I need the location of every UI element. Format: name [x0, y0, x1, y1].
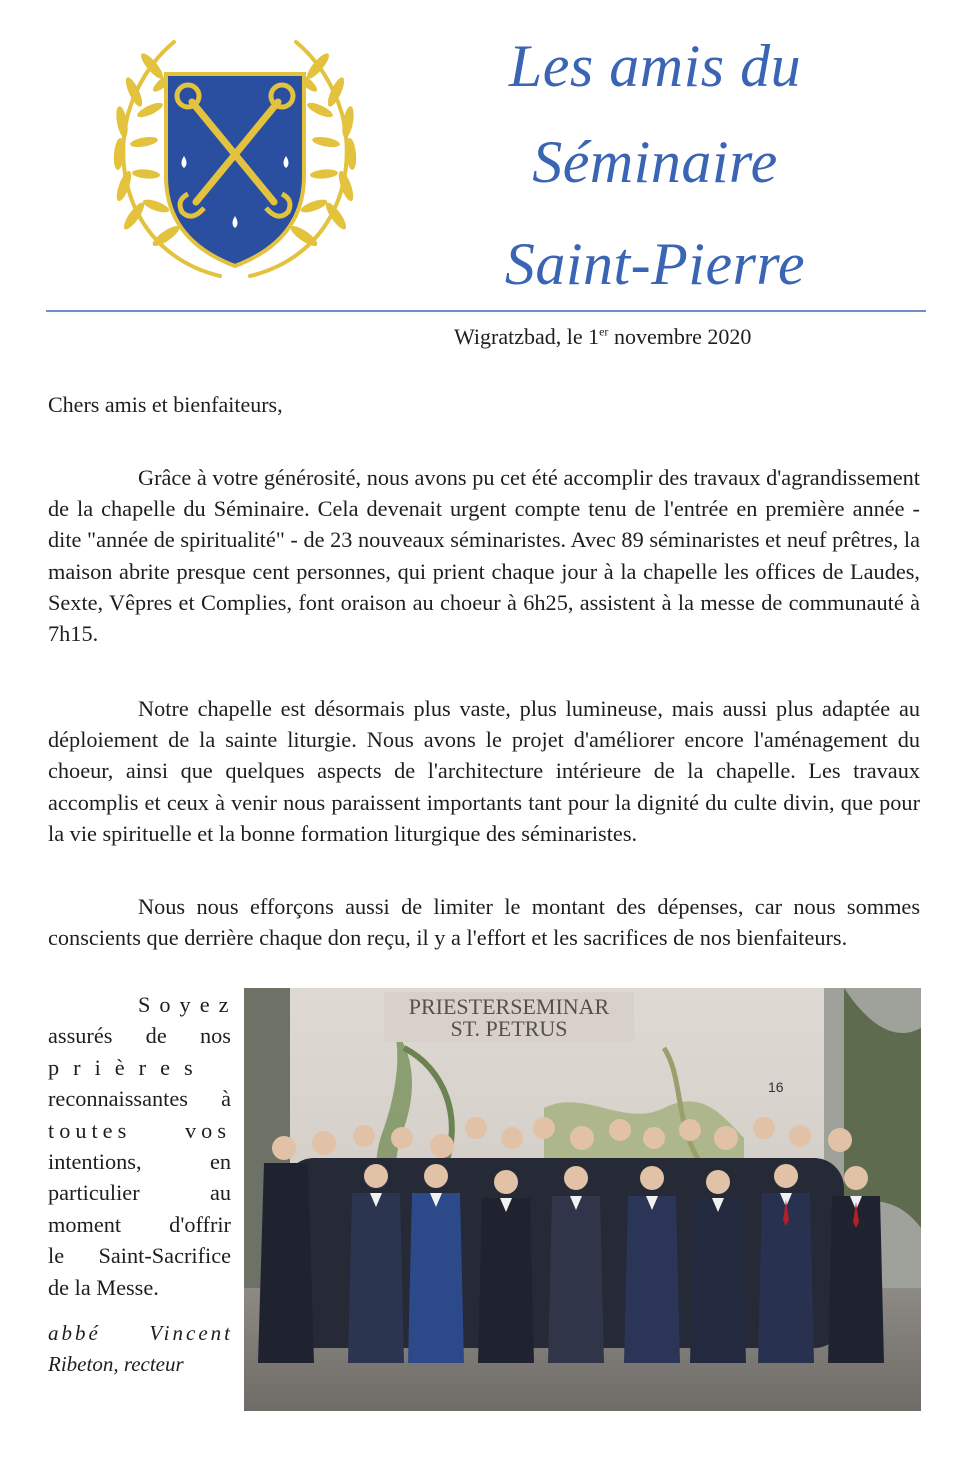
closing-line: moment d'offrir — [48, 1211, 231, 1237]
title-line-1: Les amis du — [508, 33, 802, 99]
letter-date: Wigratzbad, le 1er novembre 2020 — [454, 324, 752, 349]
closing-blessing — [48, 989, 238, 1303]
paragraph-2: Notre chapelle est désormais plus vaste, plus lumineuse, mais aussi plus adaptée au déploiement de la sainte liturgie. Nous avons le projet d'améliorer encore l'aménagement du choeur, ainsi que quelques aspects de l'architecture intérieure de la chapelle. Les travaux accomplis et ceux à venir nous paraissent importants tant pour la dignité du culte divin, que pour la vie spirituelle et la bonne formation liturgique des séminaristes. — [48, 696, 920, 846]
title-line-2: Séminaire — [532, 129, 778, 195]
closing-line: intentions, en — [48, 1149, 231, 1175]
seminary-sign-line-2: ST. PETRUS — [450, 1016, 568, 1041]
paragraph-3: Nous nous efforçons aussi de limiter le montant des dépenses, car nous sommes conscients que derrière chaque don reçu, il y a l'effort et les sacrifices de nos bienfaiteurs. — [48, 894, 920, 951]
header-divider — [46, 310, 926, 312]
paragraph-1: Grâce à votre générosité, nous avons pu cet été accomplir des travaux d'agrandissement de la chapelle du Séminaire. Cela devenait urgent compte tenu de l'entrée en première année - dite "année de spiritualité" - de 23 nouveaux séminaristes. Avec 89 séminaristes et neuf prêtres, la maison abrite presque cent personnes, qui prient chaque jour à la chapelle les offices de Laudes, Sexte, Vêpres et Complies, font oraison au choeur à 6h25, assistent à la messe de communauté à 7h15. — [48, 465, 920, 647]
closing-line: particulier au — [48, 1180, 231, 1206]
seminarians-group-photo — [244, 988, 921, 1411]
salutation: Chers amis et bienfaiteurs, — [48, 392, 283, 417]
title-line-3: Saint-Pierre — [504, 231, 806, 297]
closing-line: reconnaissantes à — [48, 1086, 231, 1112]
signature-title: Ribeton, recteur — [48, 1352, 184, 1376]
signature-name: abbé Vincent — [48, 1321, 233, 1345]
seminary-coat-of-arms-icon — [104, 26, 366, 288]
closing-line: toutes vos — [48, 1117, 231, 1143]
closing-line: assurés de nos — [48, 1023, 231, 1049]
closing-line: prières — [48, 1054, 207, 1080]
house-number: 16 — [768, 1079, 784, 1095]
closing-line: le Saint-Sacrifice — [48, 1243, 231, 1269]
seminary-sign-line-1: PRIESTERSEMINAR — [408, 994, 610, 1019]
signature — [48, 1318, 233, 1380]
closing-line: Soyez — [138, 992, 238, 1017]
closing-line: de la Messe. — [48, 1274, 159, 1300]
